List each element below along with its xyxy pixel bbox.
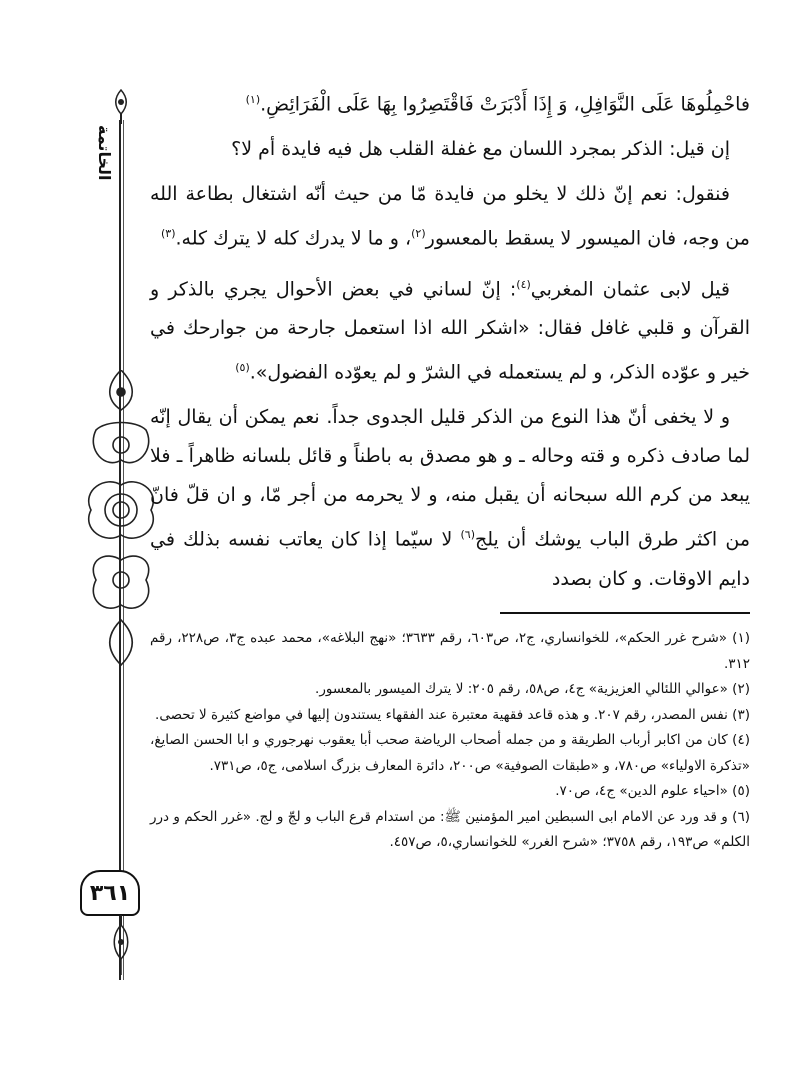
paragraph-anecdote bbox=[150, 265, 750, 393]
paragraph-question bbox=[150, 130, 750, 169]
footnote-3: (٣) نفس المصدر، رقم ٢٠٧. و هذه قاعد فقهية معتبرة عند الفقهاء يستندون إليها في مواضع كثيرة لا تحصى. bbox=[155, 706, 750, 723]
floral-medallion-ornament-icon bbox=[86, 370, 156, 670]
footnote-ref: (١) bbox=[245, 93, 261, 106]
section-header-mark: الخاتمة bbox=[95, 125, 114, 181]
footnote-ref: (٦) bbox=[460, 528, 475, 542]
paragraph-text: فنقول: نعم إنّ ذلك لا يخلو من فايدة مّا من حيث أنّه اشتغال بطاعة الله من وجه، فان الميسور لا يسقط بالمعسور bbox=[150, 183, 750, 250]
footnote-2: (٢) «عوالي اللئالي العزيزية» ج٤، ص٥٨، رقم ٢٠٥: لا يترك الميسور بالمعسور. bbox=[315, 681, 750, 697]
paragraph-text: قيل لابى عثمان المغربي bbox=[530, 277, 730, 300]
page-number-badge bbox=[80, 870, 140, 916]
footnote-1: (١) «شرح غرر الحكم»، للخوانساري، ج٢، ص٦٠٣، رقم ٣٦٣٣؛ «نهج البلاغه»، محمد عبده ج٣، ص٢٢٨، رقم ٣١٢. bbox=[150, 630, 750, 672]
paragraph-text: و لا يخفى أنّ هذا النوع من الذكر قليل الجدوى جداً. نعم يمكن أن يقال إنّه لما صادف ذكره و قته وحاله ـ و هو مصدق به باطناً و قائل بلسانه ظاهراً ـ فلا يبعد من كرم الله سبحانه أن يقبل منه، و لا يحرمه من أجر مّا، و ان قلّ فانّ من اكثر طرق الباب يوشك أن يلج bbox=[150, 406, 750, 551]
footnote-6: (٦) و قد ورد عن الامام ابى السبطين امير المؤمنين ﷺ: من استدام قرع الباب و لجّ و لج. «غرر الحكم و درر الكلم» ص١٩٣، رقم ٣٧٥٨؛ «شرح الغرر» للخوانساري،٥، ص٤٥٧. bbox=[150, 808, 750, 850]
footnote-4: (٤) كان من اكابر أرباب الطريقة و من جمله أصحاب الرياضة صحب أبا يعقوب نهرجوري و ابا الحسن الصايغ، «تذكرة الاولياء» ص٧٨٠، و «طبقات الصوفية» ص٢٠٠، دائرة المعارف بزرگ اسلامى، ج٥، ص٧٣١. bbox=[150, 732, 750, 774]
footnote-ref: (٢) bbox=[411, 227, 426, 241]
bottom-finial-ornament-icon bbox=[104, 915, 138, 975]
main-text bbox=[150, 80, 750, 605]
footnote-ref: (٤) bbox=[516, 277, 531, 291]
paragraph-text: ، و ما لا يدرك كله لا يترك كله. bbox=[175, 227, 412, 250]
footnote-5: (٥) «احياء علوم الدين» ج٤، ص٧٠. bbox=[555, 783, 750, 799]
paragraph-answer bbox=[150, 175, 750, 258]
paragraph-text: فاحْمِلُوهَا عَلَى النَّوَافِلِ، وَ إِذَا أَدْبَرَتْ فَاقْتَصِرُوا بِهَا عَلَى الْفَرَائِضِ. bbox=[260, 93, 750, 116]
paragraph-quote bbox=[150, 80, 750, 124]
footnote-separator bbox=[500, 612, 750, 614]
footnotes bbox=[150, 626, 750, 856]
footnote-ref: (٣) bbox=[161, 227, 176, 241]
paragraph-text: لا سيّما إذا كان يعاتب نفسه بذلك في دايم الاوقات. و كان بصدد bbox=[150, 528, 750, 590]
page-number: ٣٦١ bbox=[89, 880, 131, 906]
paragraph-text: : إنّ لساني في بعض الأحوال يجري بالذكر و القرآن و قلبي غافل فقال: «اشكر الله اذا استعمل جارحة من جوارحك في خير و عوّده الذكر، و لم يستعمله في الشرّ و لم يعوّده الفضول». bbox=[150, 277, 750, 384]
paragraph-text: إن قيل: الذكر بمجرد اللسان مع غفلة القلب هل فيه فايدة أم لا؟ bbox=[231, 138, 730, 161]
footnote-ref: (٥) bbox=[235, 360, 250, 374]
paragraph-commentary bbox=[150, 398, 750, 598]
